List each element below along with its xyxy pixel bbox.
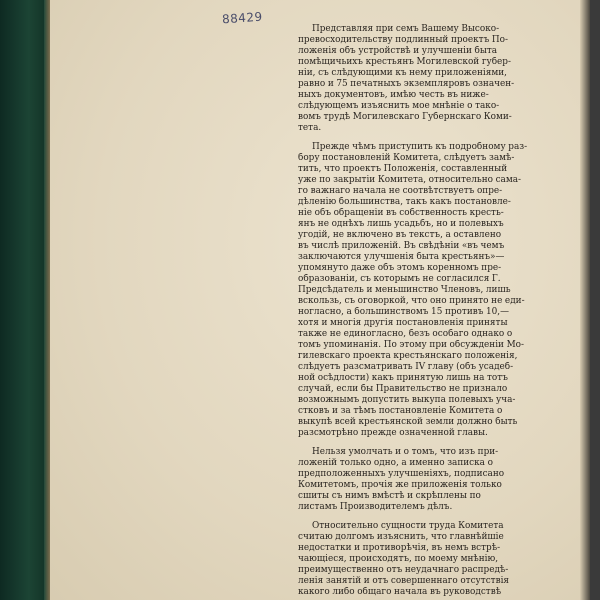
text-line: Предсѣдатель и меньшинство Членовъ, лишь — [298, 285, 511, 295]
text-line: гилевскаго проекта крестьянскаго положенія, — [298, 351, 518, 361]
text-line: ленія занятій и отъ совершеннаго отсутствія — [298, 576, 510, 586]
text-line: Относительно сущности труда Комитета — [312, 521, 504, 531]
text-line: въ числѣ приложеній. Въ свѣдѣніи «въ чемъ — [298, 241, 505, 251]
text-line: Представляя при семъ Вашему Высоко- — [312, 24, 500, 34]
text-line: слѣдующемъ изъяснить мое мнѣніе о тако- — [298, 101, 500, 111]
text-line: ложеній только одно, а именно записка о — [298, 458, 493, 468]
text-line: уже по закрытіи Комитета, относительно сама- — [298, 175, 522, 185]
text-line: ныхъ документовъ, имѣю честь въ ниже- — [298, 90, 489, 100]
text-line: образованіи, съ которымъ не согласился Г. — [298, 274, 501, 284]
text-line: дѣленію большинства, такъ какъ постановле- — [298, 197, 511, 207]
page-right-edge — [580, 0, 590, 600]
text-line: вомъ трудѣ Могилевскаго Губернскаго Коми- — [298, 112, 512, 122]
text-line: ной осѣдлости) какъ принятую лишь на тотъ — [298, 373, 508, 383]
text-line: превосходительству подлинный проектъ По- — [298, 35, 508, 45]
text-line: бору постановленій Комитета, слѣдуетъ замѣ- — [298, 153, 515, 163]
paragraph-1 — [298, 24, 547, 134]
archive-number: 88429 — [221, 9, 264, 27]
text-line: выкупѣ всей крестьянской земли должно быть — [298, 417, 518, 427]
paragraph-4 — [298, 521, 547, 598]
text-line: помѣщичьихъ крестьянъ Могилевской губер- — [298, 57, 511, 67]
text-line: тета. — [298, 123, 322, 133]
text-line: случай, если бы Правительство не признало — [298, 384, 508, 394]
text-line: слѣдуетъ разсматривать IV главу (объ усадеб- — [298, 362, 514, 372]
text-line: недостатки и противорѣчія, въ немъ встрѣ- — [298, 543, 501, 553]
text-column — [298, 24, 547, 600]
paragraph-3 — [298, 447, 547, 513]
text-line: стковъ и за тѣмъ постановленіе Комитета о — [298, 406, 503, 416]
text-line: преимущественно отъ неудачнаго распредѣ- — [298, 565, 509, 575]
paragraph-2 — [298, 142, 547, 439]
text-line: го важнаго начала не соотвѣтствуетъ опре- — [298, 186, 503, 196]
text-line: угодій, не включено въ текстъ, а оставлено — [298, 230, 502, 240]
text-line: вскользь, съ оговоркой, что оно принято не еди- — [298, 296, 525, 306]
text-line: упомянуто даже объ этомъ коренномъ пре- — [298, 263, 502, 273]
text-line: ногласно, а большинствомъ 15 противъ 10,— — [298, 307, 509, 317]
text-line: также не единогласно, безъ особаго однако о — [298, 329, 513, 339]
text-line: разсмотрѣно прежде означенной главы. — [298, 428, 488, 438]
text-line: Прежде чѣмъ приступить къ подробному раз- — [312, 142, 528, 152]
book-binding — [0, 0, 48, 600]
text-line: какого либо общаго начала въ руководствѣ — [298, 587, 502, 597]
text-line: равно и 75 печатныхъ экземпляровъ означен- — [298, 79, 515, 89]
text-line: считаю долгомъ изъяснить, что главнѣйшіе — [298, 532, 504, 542]
text-line: Нельзя умолчать и о томъ, что изъ при- — [312, 447, 499, 457]
text-line: ніе объ обращеніи въ собственность кресть- — [298, 208, 504, 218]
text-line: томъ упоминанія. По этому при обсужденіи Мо- — [298, 340, 525, 350]
text-line: янъ не однѣхъ лишь усадьбъ, но и полевыхъ — [298, 219, 504, 229]
text-line: хотя и многія другія постановленія приняты — [298, 318, 508, 328]
text-line: чающіеся, происходятъ, по моему мнѣнію, — [298, 554, 499, 564]
text-line: ложенія объ устройствѣ и улучшеніи быта — [298, 46, 498, 56]
text-line: сшиты съ нимъ вмѣстѣ и скрѣплены по — [298, 491, 481, 501]
text-line: предположенныхъ улучшеніяхъ, подписано — [298, 469, 505, 479]
text-line: заключаются улучшенія быта крестьянъ»— — [298, 252, 505, 262]
text-line: возможнымъ допустить выкупа полевыхъ уча- — [298, 395, 516, 405]
text-line: тить, что проектъ Положенія, составленный — [298, 164, 508, 174]
text-line: Комитетомъ, прочія же приложенія только — [298, 480, 502, 490]
text-line: листамъ Производителемъ дѣлъ. — [298, 502, 453, 512]
text-line: ніи, съ слѣдующими къ нему приложеніями, — [298, 68, 507, 78]
